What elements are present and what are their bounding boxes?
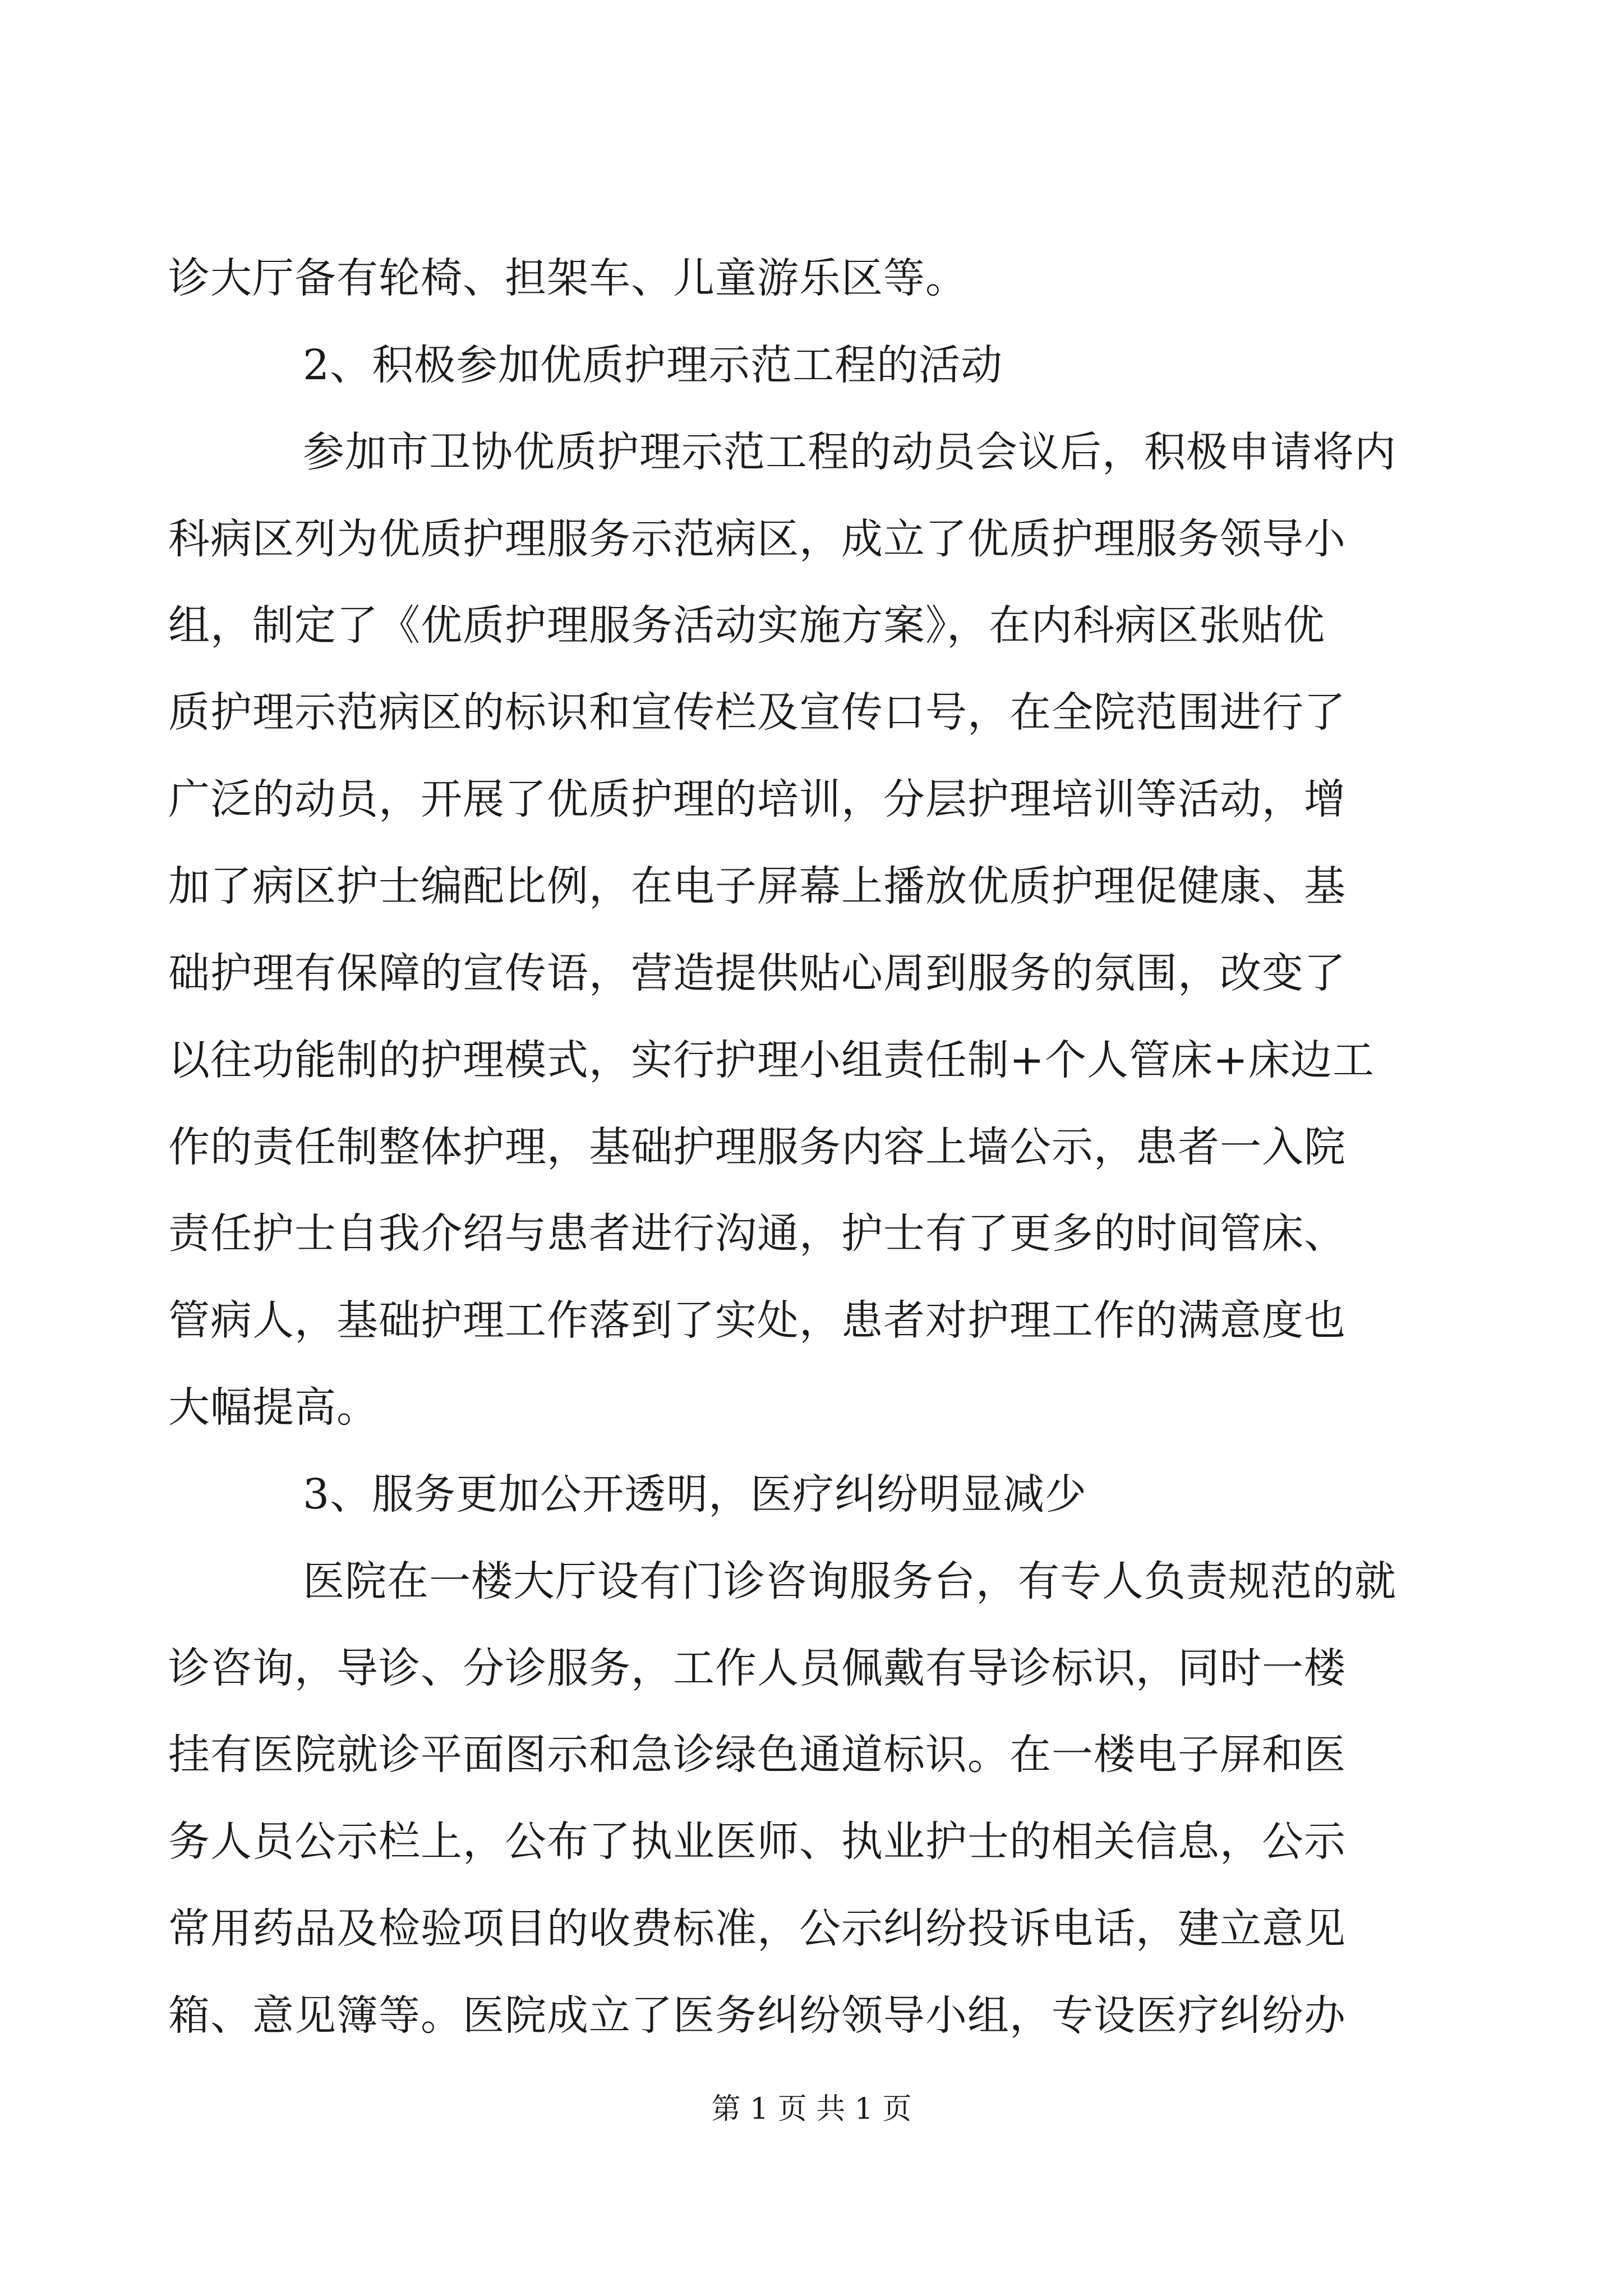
text-line: 广泛的动员，开展了优质护理的培训，分层护理培训等活动，增 (168, 775, 1346, 823)
text-line: 务人员公示栏上，公布了执业医师、执业护士的相关信息，公示 (168, 1818, 1346, 1866)
text-line: 大幅提高。 (168, 1383, 379, 1432)
page-number-footer: 第 1 页 共 1 页 (711, 2092, 912, 2126)
text-line: 作的责任制整体护理，基础护理服务内容上墙公示，患者一入院 (168, 1123, 1346, 1171)
text-line: 医院在一楼大厅设有门诊咨询服务台，有专人负责规范的就 (303, 1557, 1396, 1605)
text-line: 科病区列为优质护理服务示范病区，成立了优质护理服务领导小 (168, 515, 1346, 563)
text-line: 箱、意见簿等。医院成立了医务纠纷领导小组，专设医疗纠纷办 (168, 1991, 1346, 2040)
text-line: 管病人，基础护理工作落到了实处，患者对护理工作的满意度也 (168, 1296, 1346, 1345)
text-line: 础护理有保障的宣传语，营造提供贴心周到服务的氛围，改变了 (168, 949, 1346, 997)
section-heading-3: 3、服务更加公开透明，医疗纠纷明显减少 (303, 1470, 1087, 1519)
section-heading-2: 2、积极参加优质护理示范工程的活动 (303, 341, 1003, 389)
text-line: 加了病区护士编配比例，在电子屏幕上播放优质护理促健康、基 (168, 862, 1346, 910)
text-line: 责任护士自我介绍与患者进行沟通，护士有了更多的时间管床、 (168, 1209, 1346, 1258)
text-line: 以往功能制的护理模式，实行护理小组责任制+个人管床+床边工 (168, 1036, 1375, 1084)
text-line: 诊大厅备有轮椅、担架车、儿童游乐区等。 (168, 254, 967, 302)
text-line: 质护理示范病区的标识和宣传栏及宣传口号，在全院范围进行了 (168, 688, 1346, 737)
text-line: 挂有医院就诊平面图示和急诊绿色通道标识。在一楼电子屏和医 (168, 1731, 1346, 1779)
text-line: 组，制定了《优质护理服务活动实施方案》，在内科病区张贴优 (168, 601, 1325, 650)
text-line: 诊咨询，导诊、分诊服务，工作人员佩戴有导诊标识，同时一楼 (168, 1644, 1346, 1692)
text-line: 参加市卫协优质护理示范工程的动员会议后，积极申请将内 (303, 428, 1396, 476)
text-line: 常用药品及检验项目的收费标准，公示纠纷投诉电话，建立意见 (168, 1904, 1346, 1953)
